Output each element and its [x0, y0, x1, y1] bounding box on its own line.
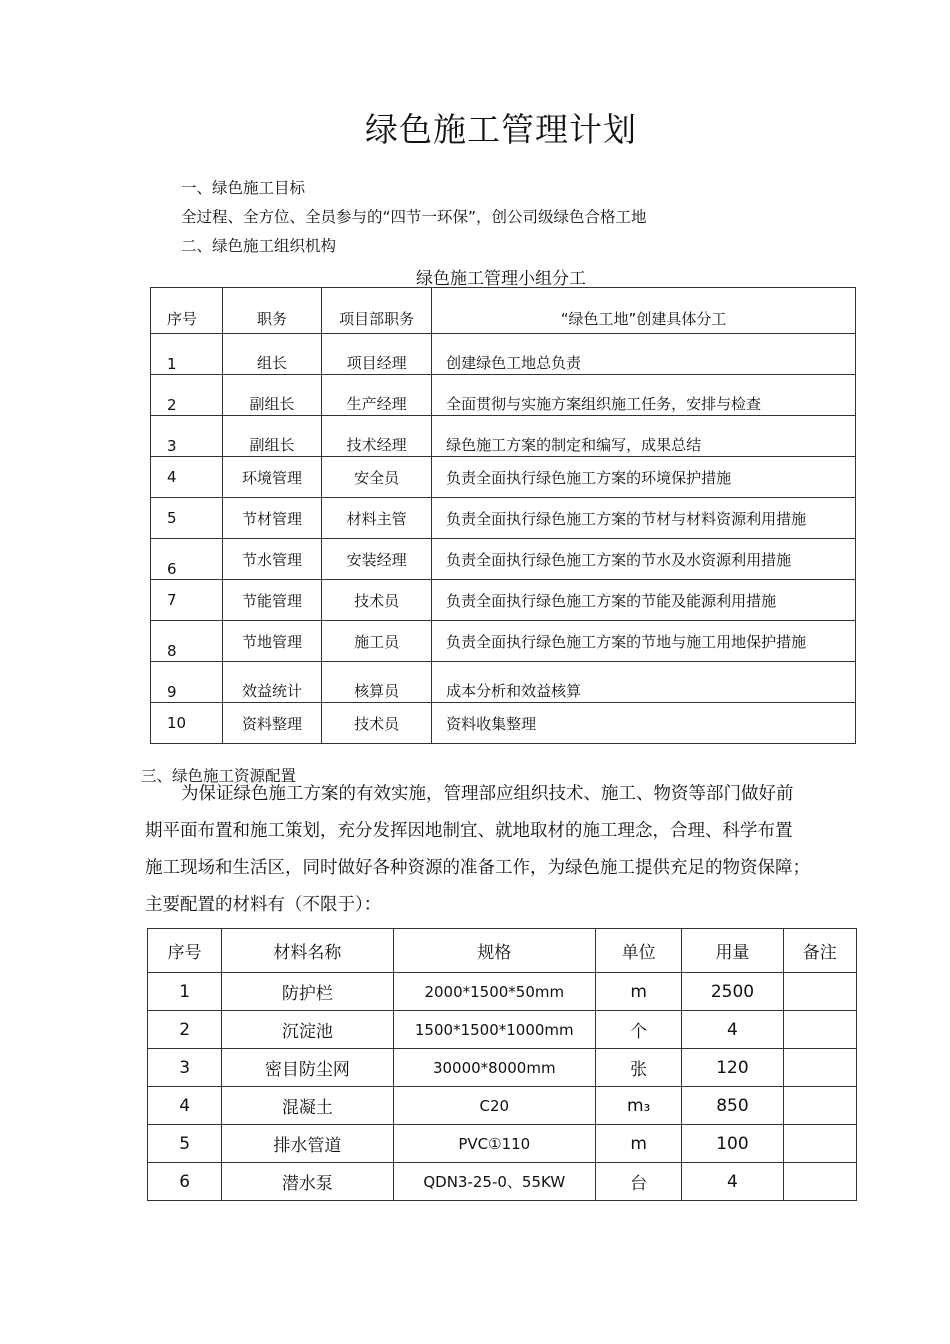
materials-table-row — [148, 1087, 857, 1125]
materials-cell-note — [783, 1049, 856, 1087]
team-cell-dept-role: 核算员 — [322, 662, 432, 703]
materials-cell-qty: 100 — [682, 1125, 783, 1163]
materials-table-row — [148, 1163, 857, 1201]
team-cell-dept-role: 项目经理 — [322, 334, 432, 375]
materials-header-qty: 用量 — [682, 929, 783, 973]
materials-header-row — [148, 929, 857, 973]
team-table-row — [151, 539, 856, 580]
team-table-row — [151, 375, 856, 416]
team-cell-role: 效益统计 — [222, 662, 321, 703]
materials-table-row — [148, 1125, 857, 1163]
materials-header-index: 序号 — [148, 929, 222, 973]
section-1-heading: 一、绿色施工目标 — [181, 179, 306, 197]
materials-table-row — [148, 1049, 857, 1087]
section-2-heading: 二、绿色施工组织机构 — [181, 237, 337, 255]
team-cell-dept-role: 施工员 — [322, 621, 432, 662]
section-1-text: 全过程、全方位、全员参与的“四节一环保”，创公司级绿色合格工地 — [181, 208, 647, 226]
materials-cell-name: 沉淀池 — [222, 1011, 393, 1049]
materials-header-spec: 规格 — [393, 929, 595, 973]
materials-cell-qty: 850 — [682, 1087, 783, 1125]
paragraph-line: 主要配置的材料有（不限于）： — [145, 895, 382, 915]
materials-cell-note — [783, 973, 856, 1011]
team-cell-dept-role: 安全员 — [322, 457, 432, 498]
team-cell-index: 6 — [151, 539, 223, 580]
team-cell-index: 3 — [151, 416, 223, 457]
materials-cell-note — [783, 1011, 856, 1049]
team-table-row — [151, 703, 856, 744]
team-table — [150, 287, 856, 744]
materials-table — [147, 928, 857, 1201]
materials-cell-index: 3 — [148, 1049, 222, 1087]
team-table-row — [151, 580, 856, 621]
team-table-row — [151, 334, 856, 375]
resource-paragraph — [141, 767, 861, 924]
team-cell-dept-role: 安装经理 — [322, 539, 432, 580]
team-cell-index: 10 — [151, 703, 223, 744]
team-table-row — [151, 498, 856, 539]
materials-cell-unit: m — [596, 973, 682, 1011]
team-cell-index: 7 — [151, 580, 223, 621]
team-table-caption: 绿色施工管理小组分工 — [416, 269, 586, 289]
materials-cell-qty: 120 — [682, 1049, 783, 1087]
section-3-heading: 三、绿色施工资源配置 — [141, 767, 297, 785]
materials-cell-unit: 台 — [596, 1163, 682, 1201]
team-cell-index: 9 — [151, 662, 223, 703]
team-table-row — [151, 416, 856, 457]
team-cell-role: 节水管理 — [222, 539, 321, 580]
materials-cell-index: 5 — [148, 1125, 222, 1163]
materials-header-note: 备注 — [783, 929, 856, 973]
team-cell-index: 1 — [151, 334, 223, 375]
materials-cell-spec: C20 — [393, 1087, 595, 1125]
team-cell-role: 环境管理 — [222, 457, 321, 498]
materials-cell-spec: 2000*1500*50mm — [393, 973, 595, 1011]
materials-cell-index: 1 — [148, 973, 222, 1011]
team-cell-duty: 资料收集整理 — [432, 703, 856, 744]
materials-cell-spec: 1500*1500*1000mm — [393, 1011, 595, 1049]
materials-table-row — [148, 973, 857, 1011]
page-title: 绿色施工管理计划 — [365, 110, 637, 149]
paragraph-line: 期平面布置和施工策划，充分发挥因地制宜、就地取材的施工理念，合理、科学布置 — [145, 821, 793, 841]
materials-cell-qty: 2500 — [682, 973, 783, 1011]
team-cell-duty: 负责全面执行绿色施工方案的节材与材料资源利用措施 — [432, 498, 856, 539]
materials-header-unit: 单位 — [596, 929, 682, 973]
materials-cell-unit: m — [596, 1125, 682, 1163]
materials-cell-name: 防护栏 — [222, 973, 393, 1011]
team-table-row — [151, 662, 856, 703]
team-cell-duty: 绿色施工方案的制定和编写，成果总结 — [432, 416, 856, 457]
materials-cell-note — [783, 1087, 856, 1125]
materials-cell-spec: PVC①110 — [393, 1125, 595, 1163]
team-cell-index: 8 — [151, 621, 223, 662]
team-header-index: 序号 — [151, 288, 223, 334]
team-header-role: 职务 — [222, 288, 321, 334]
materials-cell-note — [783, 1125, 856, 1163]
materials-cell-index: 2 — [148, 1011, 222, 1049]
team-cell-role: 副组长 — [222, 416, 321, 457]
materials-cell-unit: 个 — [596, 1011, 682, 1049]
materials-cell-unit: m₃ — [596, 1087, 682, 1125]
materials-cell-note — [783, 1163, 856, 1201]
team-table-row — [151, 621, 856, 662]
team-cell-duty: 负责全面执行绿色施工方案的节地与施工用地保护措施 — [432, 621, 856, 662]
team-cell-role: 资料整理 — [222, 703, 321, 744]
materials-cell-index: 6 — [148, 1163, 222, 1201]
materials-header-name: 材料名称 — [222, 929, 393, 973]
team-header-dept-role: 项目部职务 — [322, 288, 432, 334]
team-cell-dept-role: 技术员 — [322, 580, 432, 621]
materials-cell-spec: 30000*8000mm — [393, 1049, 595, 1087]
materials-table-row — [148, 1011, 857, 1049]
materials-cell-name: 密目防尘网 — [222, 1049, 393, 1087]
team-cell-duty: 负责全面执行绿色施工方案的节水及水资源利用措施 — [432, 539, 856, 580]
team-cell-duty: 负责全面执行绿色施工方案的节能及能源利用措施 — [432, 580, 856, 621]
materials-cell-name: 混凝土 — [222, 1087, 393, 1125]
materials-cell-index: 4 — [148, 1087, 222, 1125]
team-cell-duty: 成本分析和效益核算 — [432, 662, 856, 703]
team-cell-role: 组长 — [222, 334, 321, 375]
team-cell-role: 节能管理 — [222, 580, 321, 621]
materials-cell-name: 潜水泵 — [222, 1163, 393, 1201]
team-cell-index: 2 — [151, 375, 223, 416]
team-cell-dept-role: 技术经理 — [322, 416, 432, 457]
team-table-row — [151, 457, 856, 498]
materials-cell-unit: 张 — [596, 1049, 682, 1087]
team-cell-index: 5 — [151, 498, 223, 539]
team-header-duty: “绿色工地”创建具体分工 — [432, 288, 856, 334]
team-cell-dept-role: 生产经理 — [322, 375, 432, 416]
materials-cell-qty: 4 — [682, 1011, 783, 1049]
team-cell-dept-role: 技术员 — [322, 703, 432, 744]
team-cell-role: 副组长 — [222, 375, 321, 416]
team-cell-duty: 负责全面执行绿色施工方案的环境保护措施 — [432, 457, 856, 498]
team-cell-duty: 创建绿色工地总负责 — [432, 334, 856, 375]
paragraph-line: 施工现场和生活区，同时做好各种资源的准备工作，为绿色施工提供充足的物资保障； — [145, 858, 810, 878]
team-cell-role: 节材管理 — [222, 498, 321, 539]
paragraph-line: 为保证绿色施工方案的有效实施，管理部应组织技术、施工、物资等部门做好前 — [181, 784, 794, 804]
materials-cell-qty: 4 — [682, 1163, 783, 1201]
materials-cell-name: 排水管道 — [222, 1125, 393, 1163]
team-table-header-row — [151, 288, 856, 334]
materials-cell-spec: QDN3-25-0、55KW — [393, 1163, 595, 1201]
team-cell-duty: 全面贯彻与实施方案组织施工任务，安排与检查 — [432, 375, 856, 416]
team-cell-role: 节地管理 — [222, 621, 321, 662]
team-cell-index: 4 — [151, 457, 223, 498]
team-cell-dept-role: 材料主管 — [322, 498, 432, 539]
